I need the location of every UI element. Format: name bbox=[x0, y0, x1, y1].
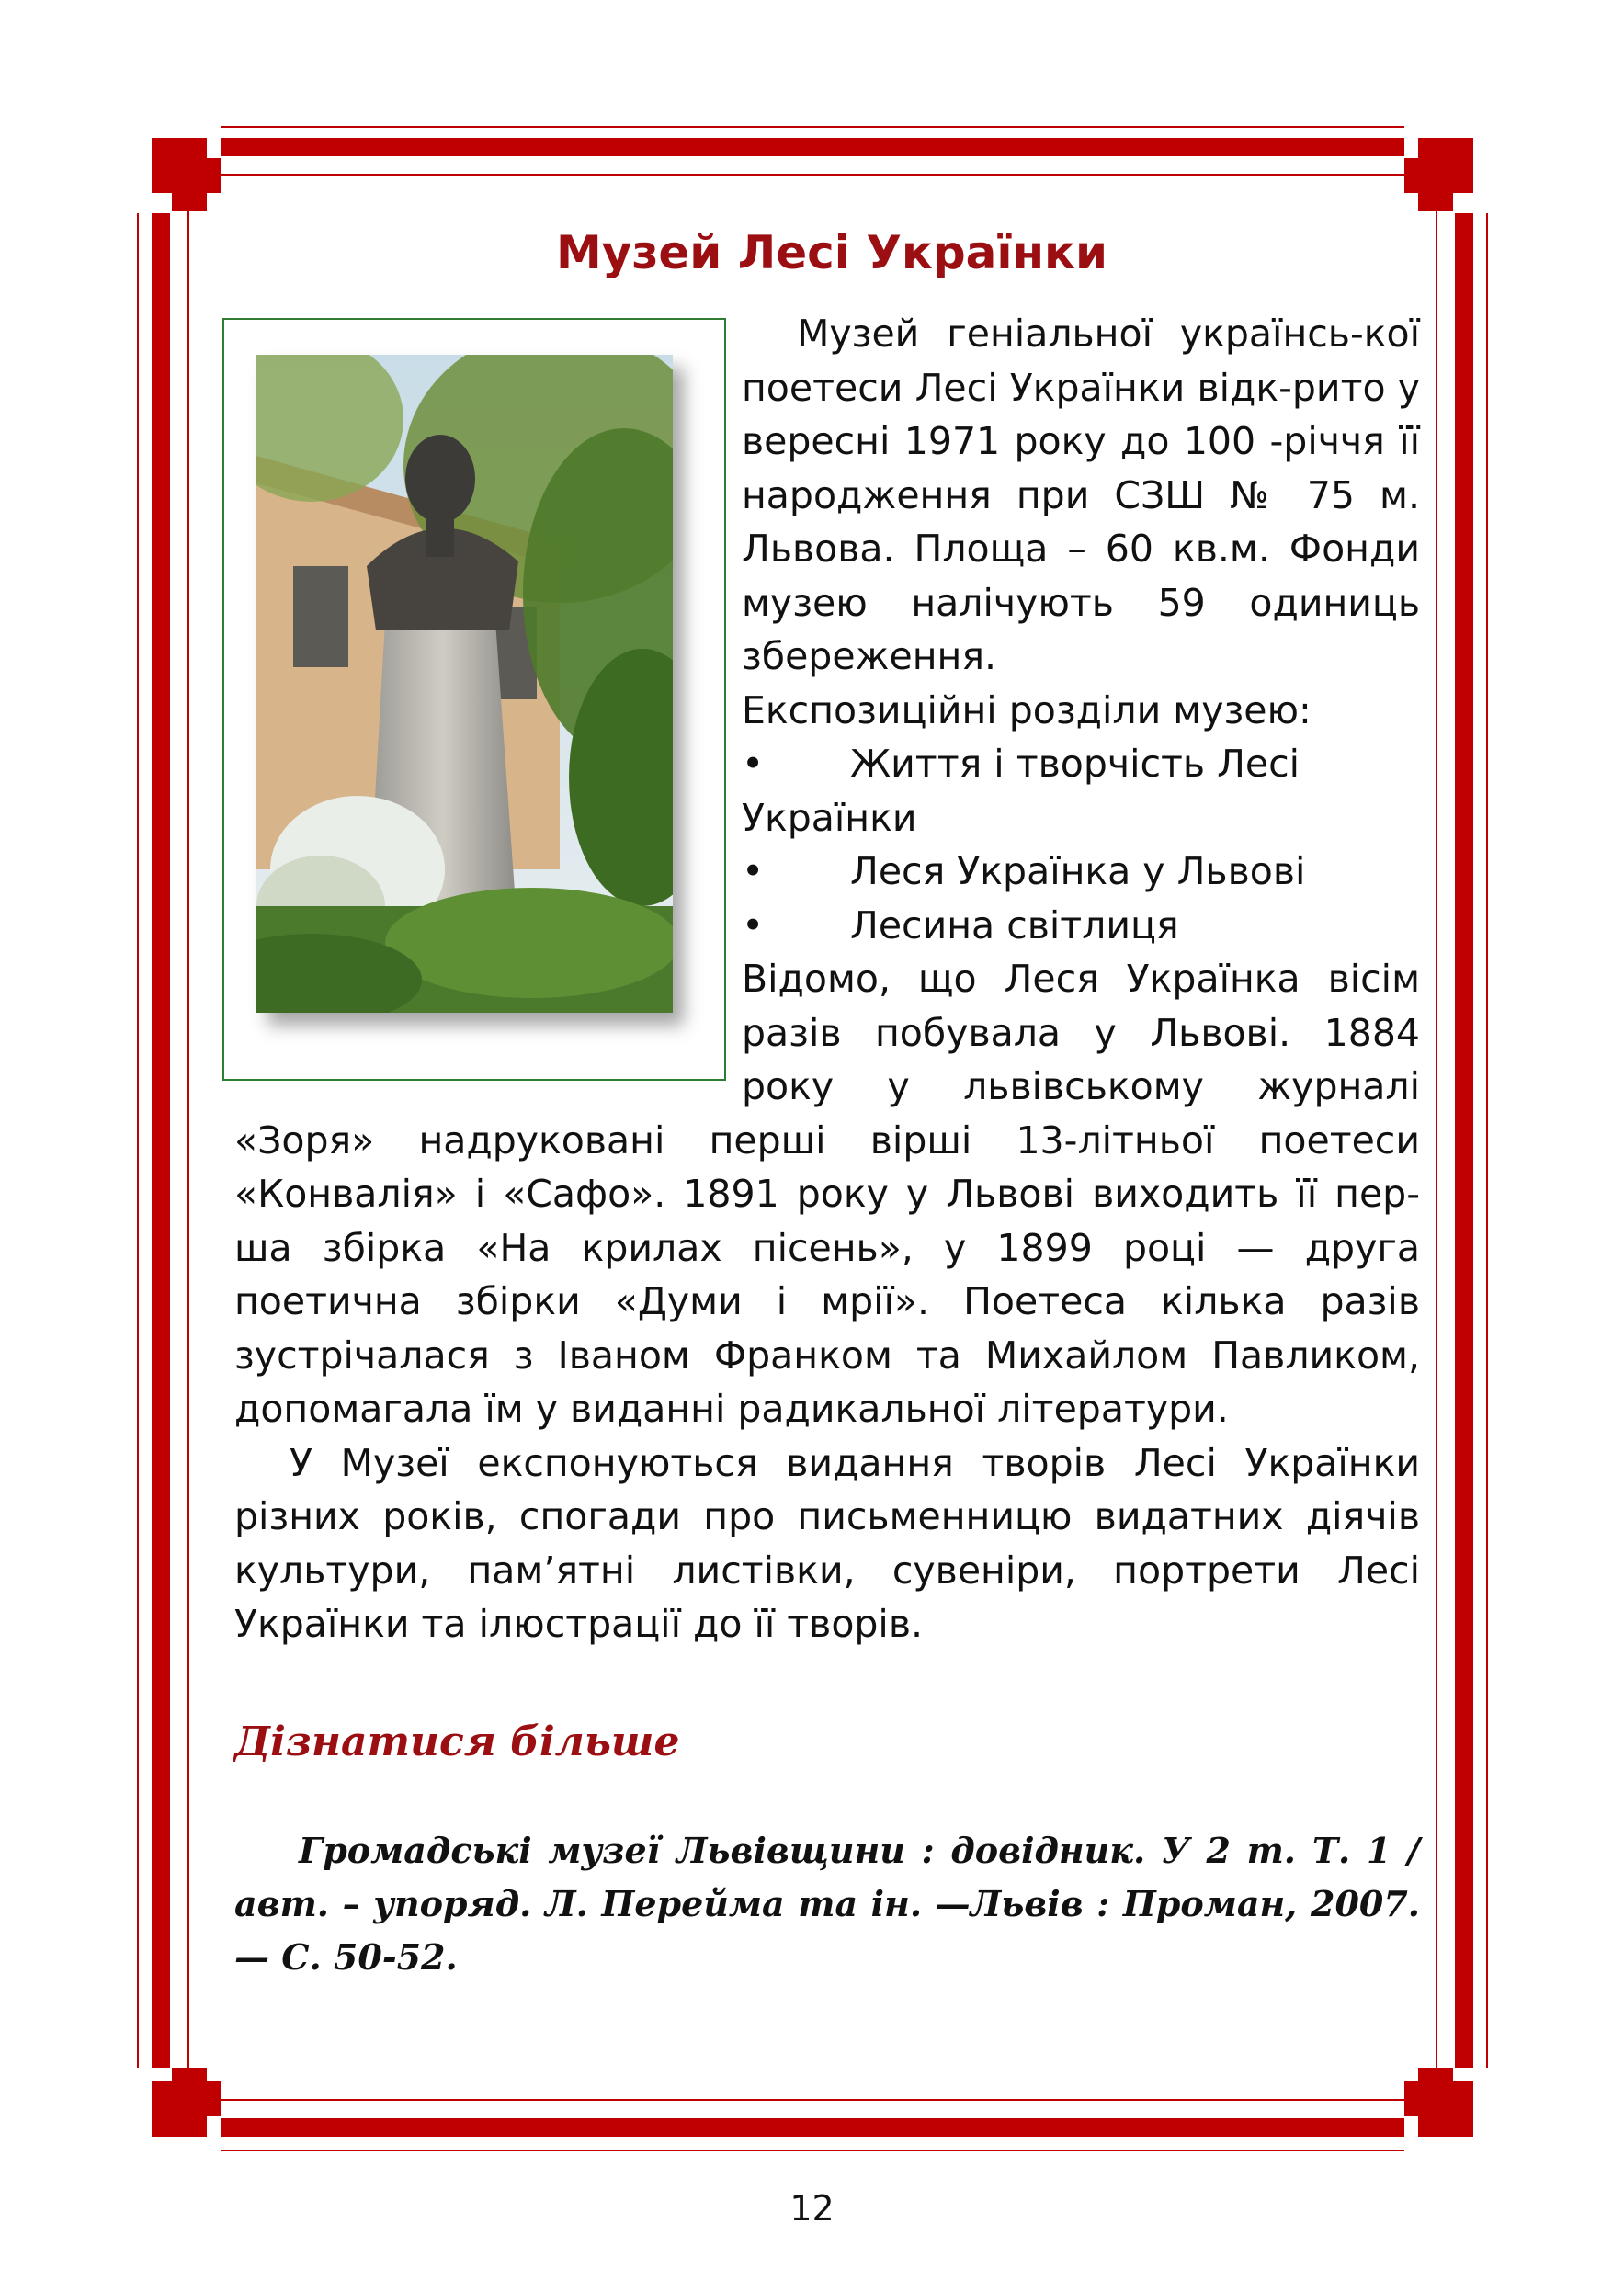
section-label: Леся Українка у Львові bbox=[850, 849, 1306, 893]
reference-citation: Громадські музеї Львівщини : довідник. У 2 т. Т. 1 / авт. – упоряд. Л. Перейма та ін. —Львів : Проман, 2007.— С. 50-52. bbox=[234, 1830, 1420, 1978]
bullet-icon: • bbox=[742, 849, 765, 893]
main-text bbox=[234, 307, 1420, 1651]
page-title: Музей Лесі Українки bbox=[555, 226, 1108, 279]
exhibits-paragraph: У Музеї експонуються видання творів Лесі Українки різних років, спогади про письменницю видатних діячів культури, пам’ятні листівки, сувеніри, портрети Лесі Українки та ілюстрації до її творів. bbox=[234, 1440, 1420, 1646]
bullet-icon: • bbox=[742, 742, 765, 786]
page-number: 12 bbox=[789, 2188, 835, 2229]
section-label: Життя і творчість Лесі Українки bbox=[742, 742, 1300, 840]
section-label: Лесина світлиця bbox=[850, 902, 1179, 947]
history-paragraph: Відомо, що Леся Українка вісім разів побувала у Львові. 1884 року у львівському журналі «Зоря» надруковані перші вірші 13-літньої поетеси «Конвалія» і «Сафо». 1891 року у Львові виходить її пер-ша збірка «На крилах пісень», у 1899 році — друга поетична збірки «Думи і мрії». Поетеса кілька разів зустрічалася з Іваном Франком та Михайлом Павликом, допомагала їм у виданні радикальної літератури. bbox=[234, 957, 1420, 1431]
bullet-icon: • bbox=[742, 902, 765, 947]
intro-paragraph: Музей геніальної українсь-кої поетеси Лесі Українки відк-рито у вересні 1971 року до 100 -річчя її народження при СЗШ № 75 м. Львова. Площа – 60 кв.м. Фонди музею налічують 59 одиниць збереження. bbox=[742, 312, 1420, 678]
learn-more-heading: Дізнатися більше bbox=[234, 1719, 680, 1765]
photo-spacer bbox=[234, 307, 742, 1084]
sections-intro: Експозиційні розділи музею: bbox=[742, 687, 1312, 732]
